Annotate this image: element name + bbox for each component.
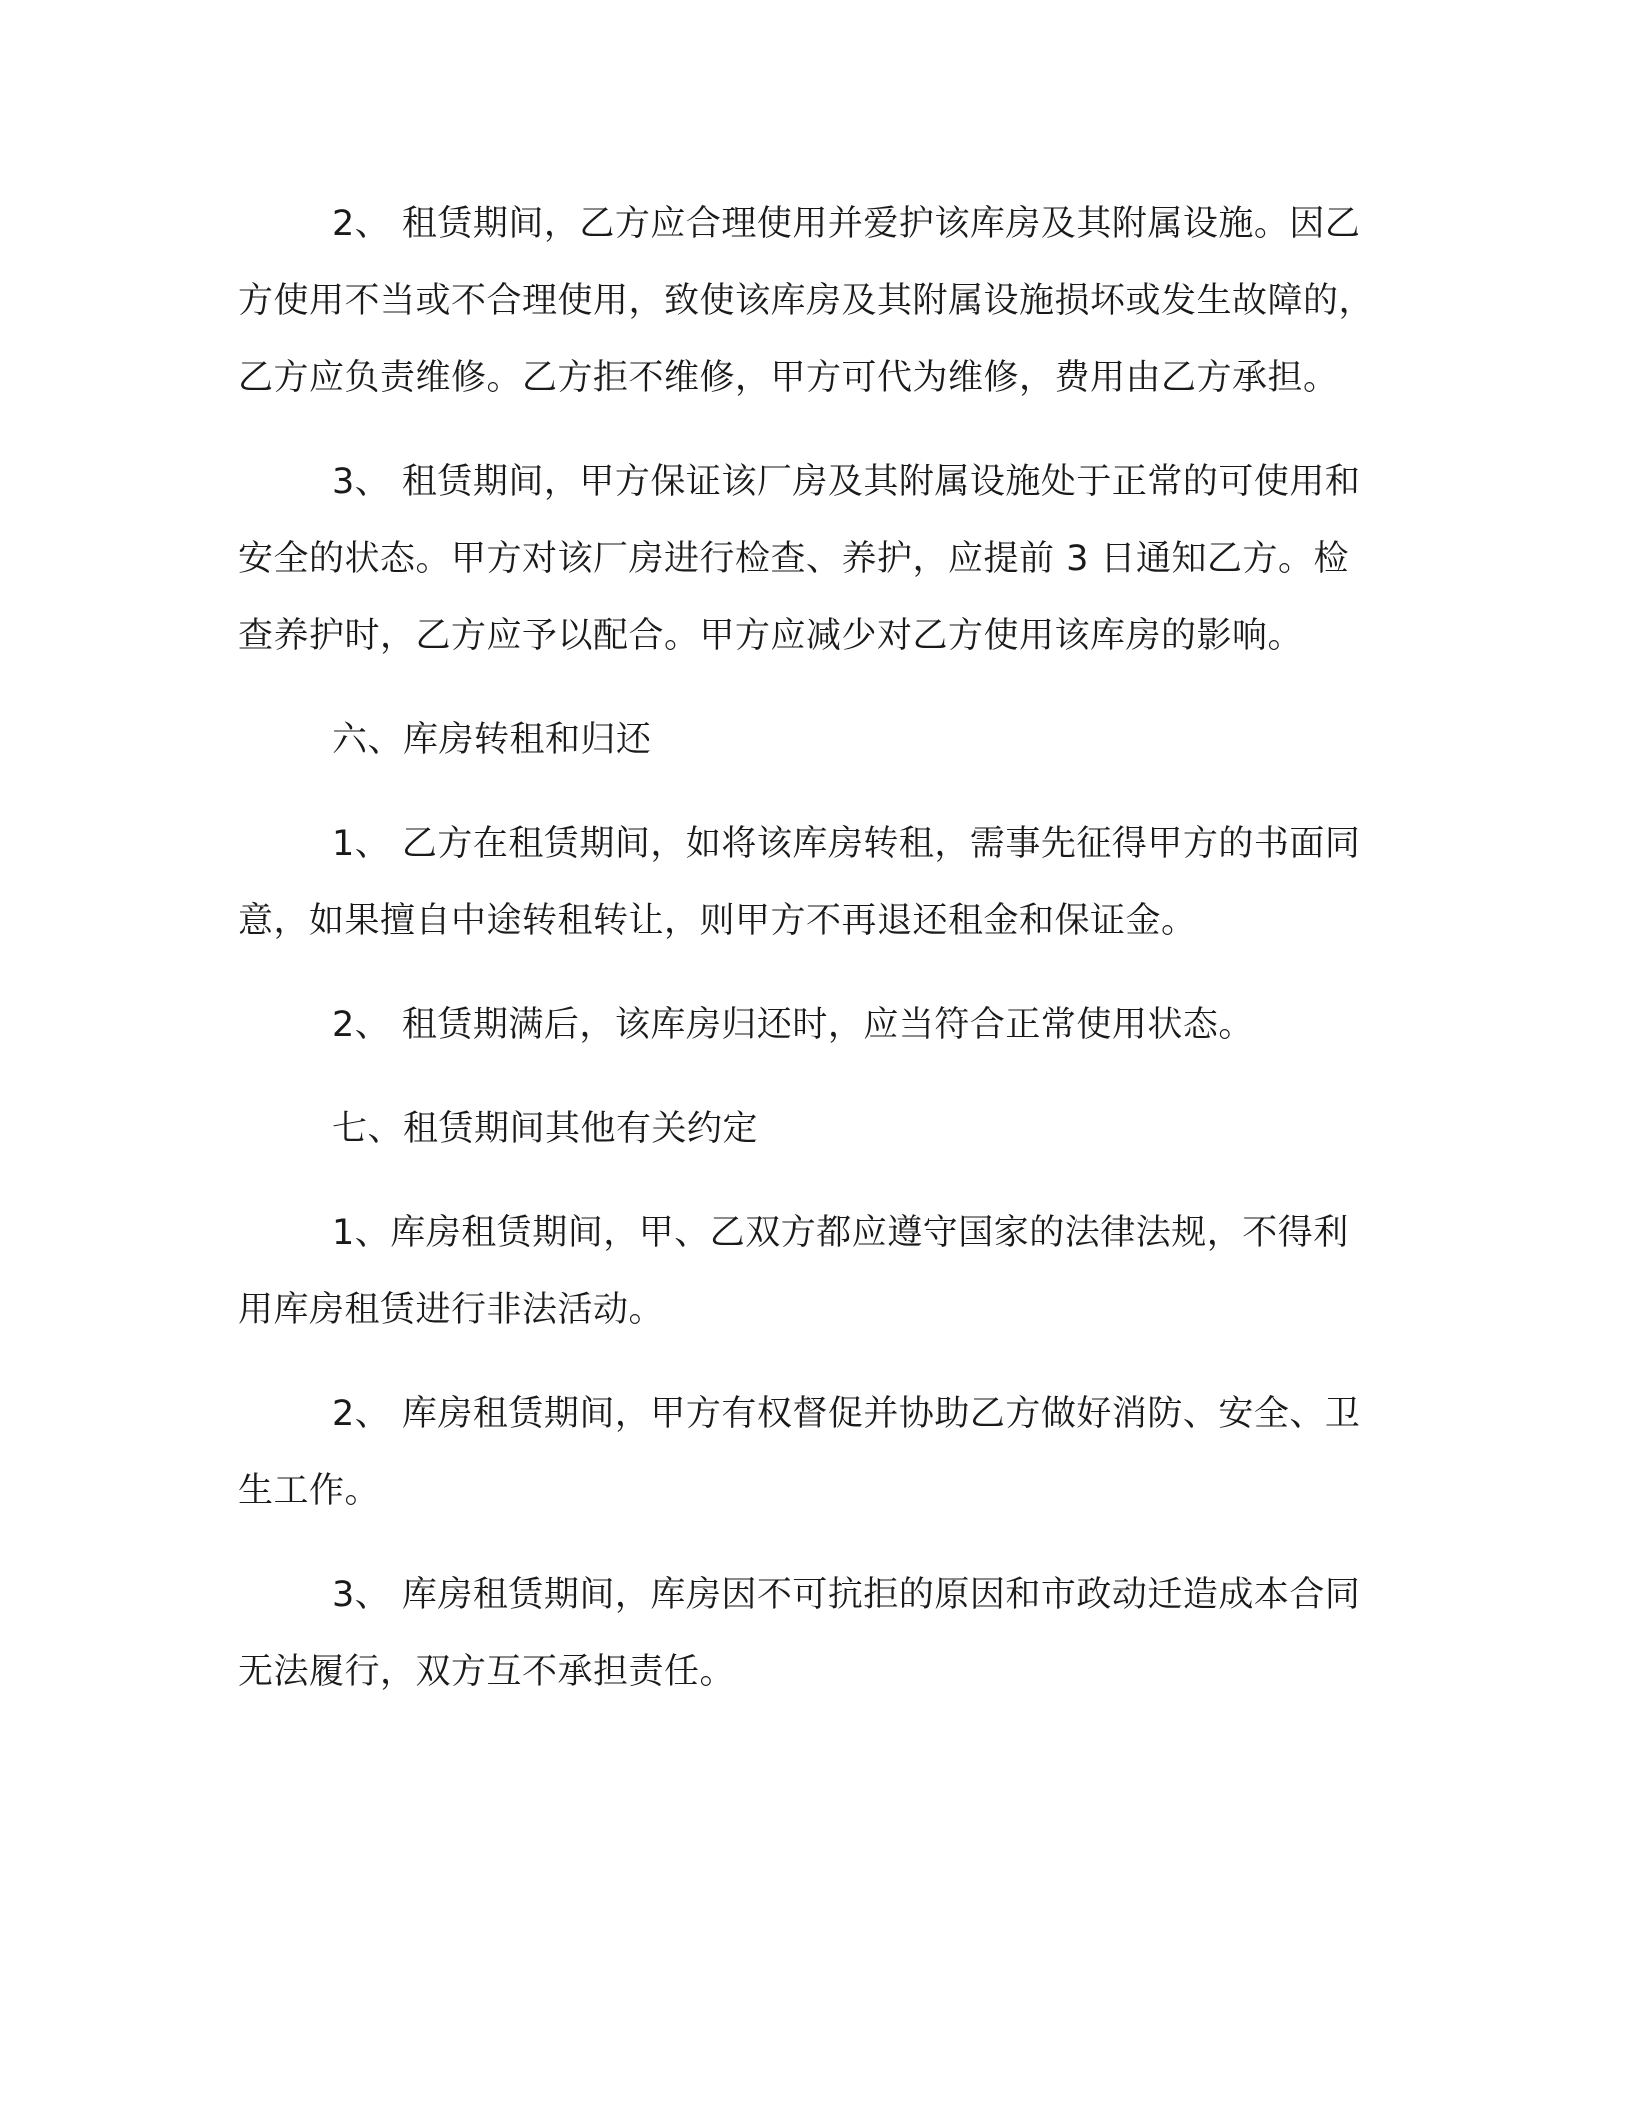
clause-6-1-sublease: 1、 乙方在租赁期间，如将该库房转租，需事先征得甲方的书面同意，如果擅自中途转租转让，则甲方不再退还租金和保证金。 bbox=[238, 824, 1361, 941]
section-7-heading: 七、租赁期间其他有关约定 bbox=[332, 1109, 759, 1149]
clause-6-2-return: 2、 租赁期满后，该库房归还时，应当符合正常使用状态。 bbox=[332, 1005, 1254, 1045]
clause-7-1-legal: 1、库房租赁期间，甲、乙双方都应遵守国家的法律法规，不得利用库房租赁进行非法活动。 bbox=[238, 1213, 1349, 1330]
clause-7-3-force-majeure: 3、 库房租赁期间，库房因不可抗拒的原因和市政动迁造成本合同无法履行，双方互不承担责任。 bbox=[238, 1575, 1361, 1692]
section-6-heading: 六、库房转租和归还 bbox=[332, 720, 652, 760]
clause-7-2-safety: 2、 库房租赁期间，甲方有权督促并协助乙方做好消防、安全、卫生工作。 bbox=[238, 1394, 1361, 1511]
clause-5-3-inspection: 3、 租赁期间，甲方保证该厂房及其附属设施处于正常的可使用和安全的状态。甲方对该厂房进行检查、养护，应提前 3 日通知乙方。检查养护时，乙方应予以配合。甲方应减少对乙方使用该库房的影响。 bbox=[238, 462, 1361, 656]
clause-5-2-maintenance: 2、 租赁期间，乙方应合理使用并爱护该库房及其附属设施。因乙方使用不当或不合理使用，致使该库房及其附属设施损坏或发生故障的，乙方应负责维修。乙方拒不维修，甲方可代为维修，费用由乙方承担。 bbox=[238, 204, 1375, 398]
document-body bbox=[238, 186, 1378, 1711]
